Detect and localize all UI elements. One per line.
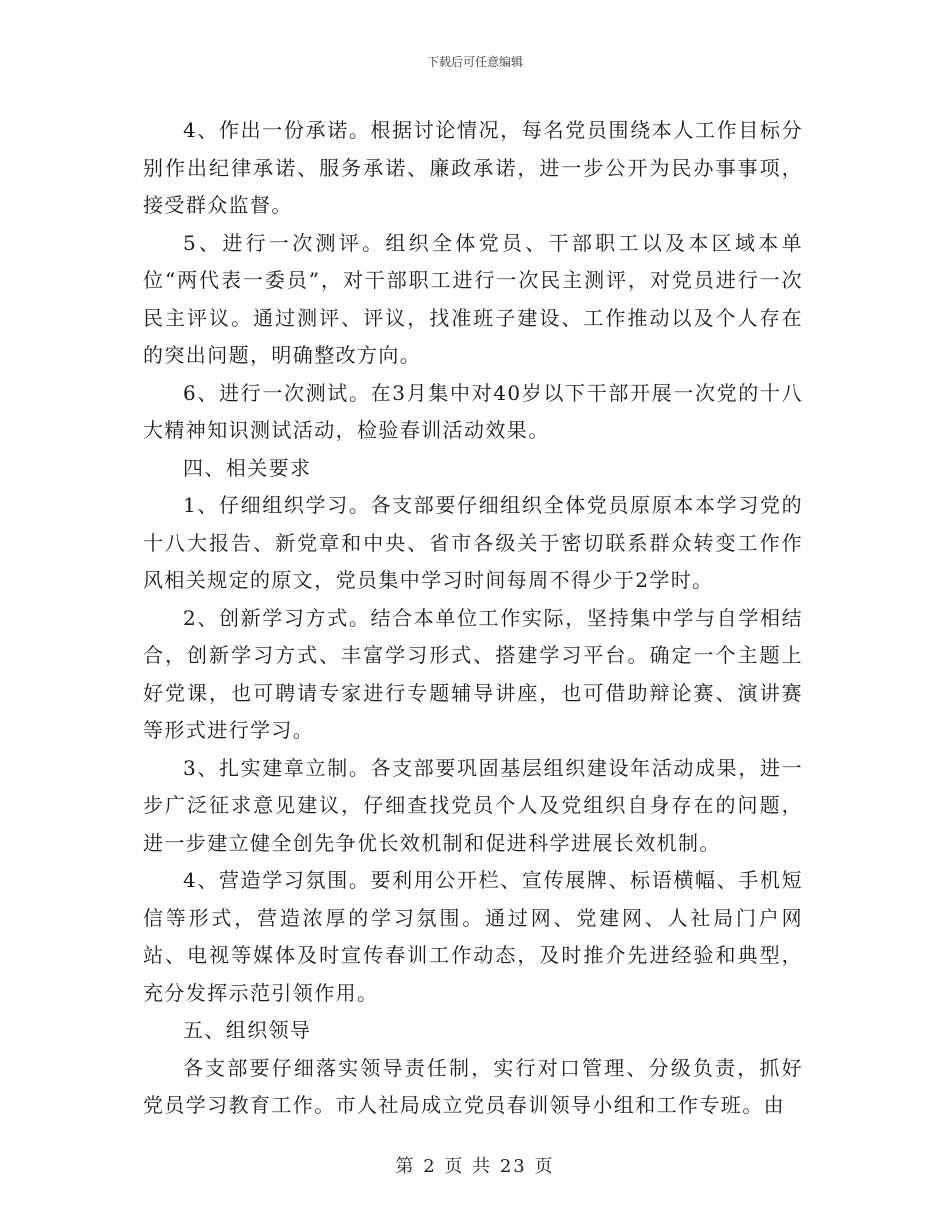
paragraph-evaluation: 5、进行一次测评。组织全体党员、干部职工以及本区域本单位“两代表一委员”，对干部职工进行一次民主测评，对党员进行一次民主评议。通过测评、评议，找准班子建设、工作推动以及个人存在的突出问题，明确整改方向。	[143, 230, 803, 367]
paragraph-innovate: 2、创新学习方式。结合本单位工作实际，坚持集中学与自学相结合，创新学习方式、丰富学习形式、搭建学习平台。确定一个主题上好党课，也可聘请专家进行专题辅导讲座，也可借助辩论赛、演讲赛等形式进行学习。	[143, 605, 803, 742]
section-heading-requirements: 四、相关要求	[183, 455, 312, 480]
paragraph-leadership: 各支部要仔细落实领导责任制，实行对口管理、分级负责，抓好党员学习教育工作。市人社局成立党员春训领导小组和工作专班。由	[143, 1055, 803, 1117]
section-heading-leadership: 五、组织领导	[183, 1018, 312, 1042]
paragraph-commitment: 4、作出一份承诺。根据讨论情况，每名党员围绕本人工作目标分别作出纪律承诺、服务承诺、廉政承诺，进一步公开为民办事事项，接受群众监督。	[143, 118, 803, 217]
paragraph-study: 1、仔细组织学习。各支部要仔细组织全体党员原原本本学习党的十八大报告、新党章和中央、省市各级关于密切联系群众转变工作作风相关规定的原文，党员集中学习时间每周不得少于2学时。	[143, 493, 803, 592]
paragraph-rules: 3、扎实建章立制。各支部要巩固基层组织建设年活动成果，进一步广泛征求意见建议，仔细查找党员个人及党组织自身存在的问题，进一步建立健全创先争优长效机制和促进科学进展长效机制。	[143, 755, 803, 855]
page-number: 第 2 页 共 23 页	[395, 1156, 555, 1177]
document-body	[143, 112, 803, 1125]
paragraph-atmosphere: 4、营造学习氛围。要利用公开栏、宣传展牌、标语横幅、手机短信等形式，营造浓厚的学习氛围。通过网、党建网、人社局门户网站、电视等媒体及时宣传春训工作动态，及时推介先进经验和典型，充分发挥示范引领作用。	[143, 868, 803, 1005]
page-header: 下载后可任意编辑	[426, 55, 523, 69]
paragraph-test: 6、进行一次测试。在3月集中对40岁以下干部开展一次党的十八大精神知识测试活动，检验春训活动效果。	[143, 380, 803, 442]
